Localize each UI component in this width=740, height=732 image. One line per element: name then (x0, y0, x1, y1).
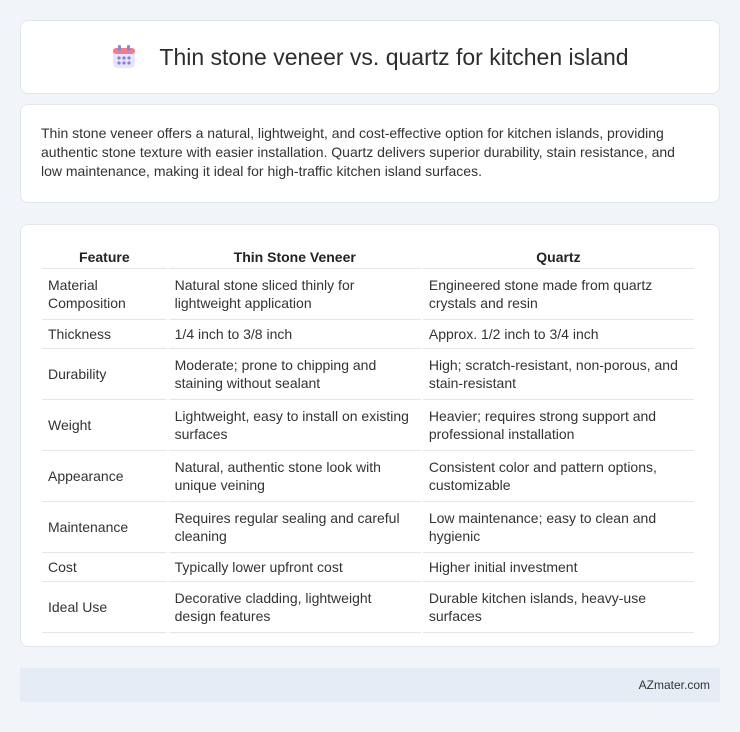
table-row (42, 553, 694, 582)
feature-cell: Maintenance (42, 502, 167, 553)
veneer-cell: Natural, authentic stone look with unique veining (169, 451, 421, 502)
table-row (42, 269, 694, 320)
veneer-cell: Moderate; prone to chipping and staining without sealant (169, 349, 421, 400)
intro-card (20, 104, 720, 203)
quartz-cell: Durable kitchen islands, heavy-use surfaces (423, 582, 694, 633)
header-feature: Feature (42, 245, 167, 269)
table-row (42, 582, 694, 633)
quartz-cell: Heavier; requires strong support and professional installation (423, 400, 694, 451)
feature-cell: Appearance (42, 451, 167, 502)
veneer-cell: Requires regular sealing and careful cleaning (169, 502, 421, 553)
feature-cell: Weight (42, 400, 167, 451)
feature-cell: Thickness (42, 320, 167, 349)
veneer-cell: Decorative cladding, lightweight design features (169, 582, 421, 633)
veneer-cell: 1/4 inch to 3/8 inch (169, 320, 421, 349)
comparison-card (20, 224, 720, 647)
veneer-cell: Natural stone sliced thinly for lightweight application (169, 269, 421, 320)
footer-bar (20, 668, 720, 702)
table-row (42, 320, 694, 349)
quartz-cell: Approx. 1/2 inch to 3/4 inch (423, 320, 694, 349)
quartz-cell: High; scratch-resistant, non-porous, and stain-resistant (423, 349, 694, 400)
feature-cell: Cost (42, 553, 167, 582)
veneer-cell: Typically lower upfront cost (169, 553, 421, 582)
site-credit: AZmater.com (638, 678, 710, 692)
header-thin-stone-veneer: Thin Stone Veneer (169, 245, 421, 269)
title-card (20, 20, 720, 94)
intro-paragraph: Thin stone veneer offers a natural, lightweight, and cost-effective option for kitchen islands, providing authentic stone texture with easier installation. Quartz delivers superior durability, stain resistance, and low maintenance, making it ideal for high-traffic kitchen island surfaces. (41, 125, 675, 179)
table-row (42, 502, 694, 553)
table-row (42, 451, 694, 502)
comparison-table (40, 245, 696, 633)
calendar-icon (111, 44, 137, 70)
table-row (42, 400, 694, 451)
page-title: Thin stone veneer vs. quartz for kitchen island (159, 43, 629, 70)
feature-cell: Durability (42, 349, 167, 400)
feature-cell: Ideal Use (42, 582, 167, 633)
quartz-cell: Engineered stone made from quartz crystals and resin (423, 269, 694, 320)
quartz-cell: Higher initial investment (423, 553, 694, 582)
feature-cell: Material Composition (42, 269, 167, 320)
quartz-cell: Low maintenance; easy to clean and hygienic (423, 502, 694, 553)
table-row (42, 349, 694, 400)
quartz-cell: Consistent color and pattern options, customizable (423, 451, 694, 502)
table-header-row (42, 245, 694, 269)
header-quartz: Quartz (423, 245, 694, 269)
veneer-cell: Lightweight, easy to install on existing surfaces (169, 400, 421, 451)
